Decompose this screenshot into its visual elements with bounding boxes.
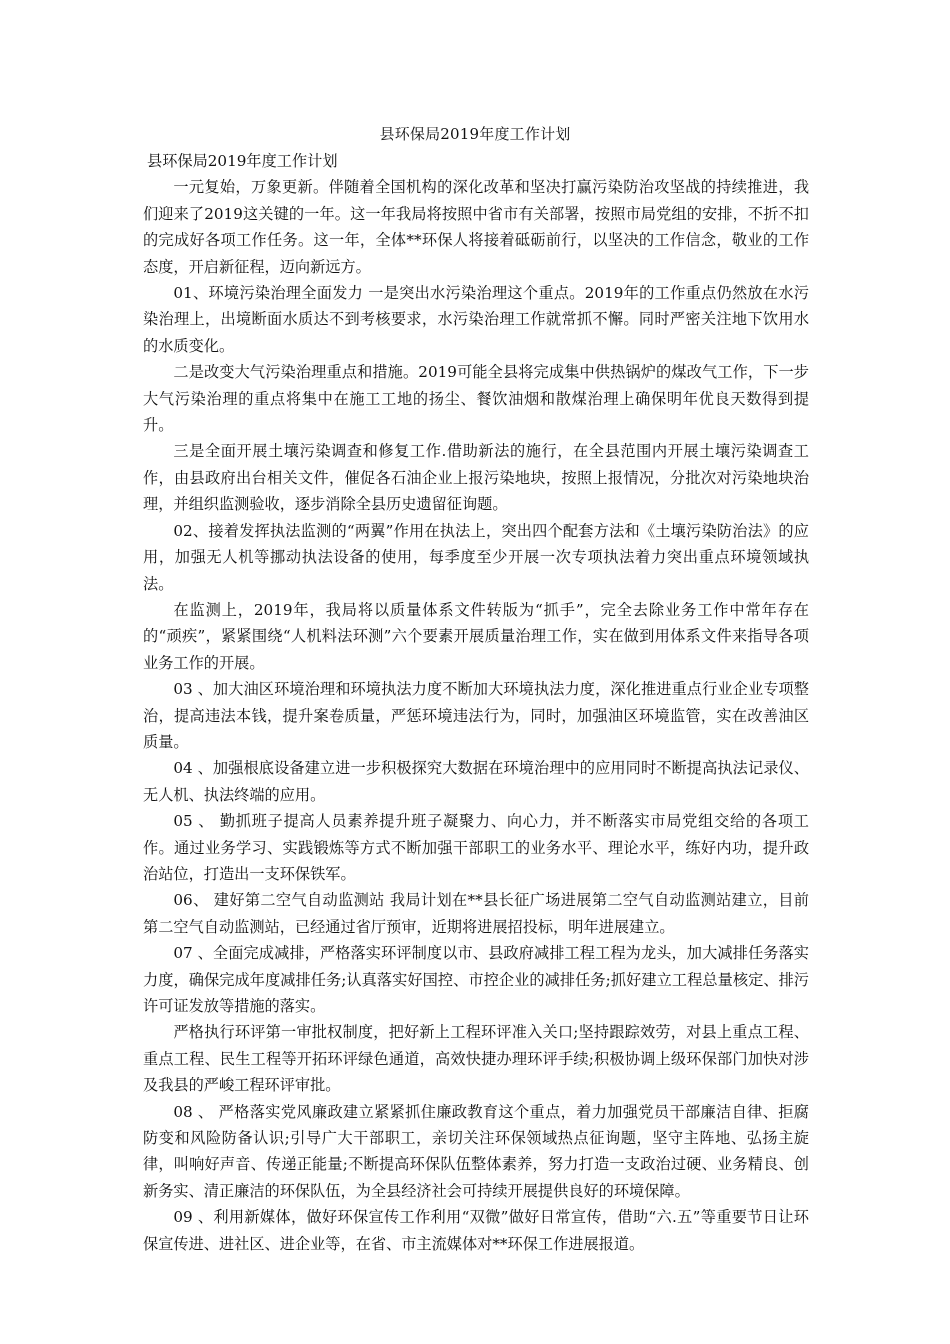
paragraph-03-oilfield: 03 、加大油区环境治理和环境执法力度不断加大环境执法力度，深化推进重点行业企业专项整治，提高违法本钱，提升案卷质量，严惩环境违法行为，同时，加强油区环境监管，实在改善油区质量。 — [143, 680, 809, 751]
paragraph-08-integrity: 08 、 严格落实党风廉政建立紧紧抓住廉政教育这个重点，着力加强党员干部廉洁自律、拒腐防变和风险防备认识;引导广大干部职工，亲切关注环保领域热点征询题，坚守主阵地、弘扬主旋律，叫响好声音、传递正能量;不断提高环保队伍整体素养，努力打造一支政治过硬、业务精良、创新务实、清正廉洁的环保队伍，为全县经济社会可持续开展提供良好的环境保障。 — [143, 1102, 809, 1200]
paragraph-09-new-media: 09 、利用新媒体，做好环保宣传工作利用“双微”做好日常宣传，借助“六.五”等重要节日让环保宣传进、进社区、进企业等，在省、市主流媒体对**环保工作进展报道。 — [143, 1208, 809, 1253]
paragraph-soil-pollution: 三是全面开展土壤污染调查和修复工作.借助新法的施行，在全县范围内开展土壤污染调查工作，由县政府出台相关文件，催促各石油企业上报污染地块，按照上报情况，分批次对污染地块治理，并组织监测验收，逐步消除全县历史遗留征询题。 — [143, 442, 809, 514]
paragraph-eia-approval: 严格执行环评第一审批权制度，把好新上工程环评准入关口;坚持跟踪效劳，对县上重点工程、重点工程、民生工程等开拓环评绿色通道，高效快捷办理环评手续;积极协调上级环保部门加快对涉及我县的严峻工程环评审批。 — [143, 1023, 809, 1095]
paragraph-01-water-pollution: 01、环境污染治理全面发力 一是突出水污染治理这个重点。2019年的工作重点仍然放在水污染治理上，出境断面水质达不到考核要求，水污染治理工作就常抓不懈。同时严密关注地下饮用水的水质变化。 — [143, 284, 809, 355]
document-title: 县环保局2019年度工作计划 — [379, 125, 571, 143]
paragraph-06-air-station: 06、 建好第二空气自动监测站 我局计划在**县长征广场进展第二空气自动监测站建立，目前第二空气自动监测站，已经通过省厅预审，近期将进展招投标，明年进展建立。 — [143, 891, 809, 936]
paragraph-air-pollution: 二是改变大气污染治理重点和措施。2019可能全县将完成集中供热锅炉的煤改气工作，下一步大气污染治理的重点将集中在施工工地的扬尘、餐饮油烟和散煤治理上确保明年优良天数得到提升。 — [143, 363, 809, 435]
paragraph-monitoring: 在监测上，2019年，我局将以质量体系文件转版为“抓手”，完全去除业务工作中常年存在的“顽疾”，紧紧围绕“人机料法环测”六个要素开展质量治理工作，实在做到用体系文件来指导各项业务工作的开展。 — [143, 600, 809, 672]
paragraph-02-enforcement: 02、接着发挥执法监测的“两翼”作用在执法上，突出四个配套方法和《土壤污染防治法》的应用，加强无人机等挪动执法设备的使用，每季度至少开展一次专项执法着力突出重点环境领域执法。 — [143, 521, 809, 593]
paragraph-intro: 一元复始，万象更新。伴随着全国机构的深化改革和坚决打赢污染防治攻坚战的持续推进，我们迎来了2019这关键的一年。这一年我局将按照中省市有关部署，按照市局党组的安排，不折不扣的完成好各项工作任务。这一年，全体**环保人将接着砥砺前行，以坚决的工作信念，敬业的工作态度，开启新征程，迈向新远方。 — [143, 178, 809, 276]
document-body — [143, 148, 809, 1257]
paragraph-05-team: 05 、 勤抓班子提高人员素养提升班子凝聚力、向心力，并不断落实市局党组交给的各项工作。通过业务学习、实践锻炼等方式不断加强干部职工的业务水平、理论水平，练好内功，提升政治站位，打造出一支环保铁军。 — [143, 812, 809, 883]
document-subtitle: 县环保局2019年度工作计划 — [147, 152, 338, 170]
paragraph-07-emission-reduction: 07 、全面完成减排，严格落实环评制度以市、县政府减排工程工程为龙头，加大减排任务落实力度，确保完成年度减排任务;认真落实好国控、市控企业的减排任务;抓好建立工程总量核定、排污许可证发放等措施的落实。 — [143, 944, 809, 1015]
paragraph-04-infrastructure: 04 、加强根底设备建立进一步积极探究大数据在环境治理中的应用同时不断提高执法记录仪、无人机、执法终端的应用。 — [143, 759, 809, 804]
